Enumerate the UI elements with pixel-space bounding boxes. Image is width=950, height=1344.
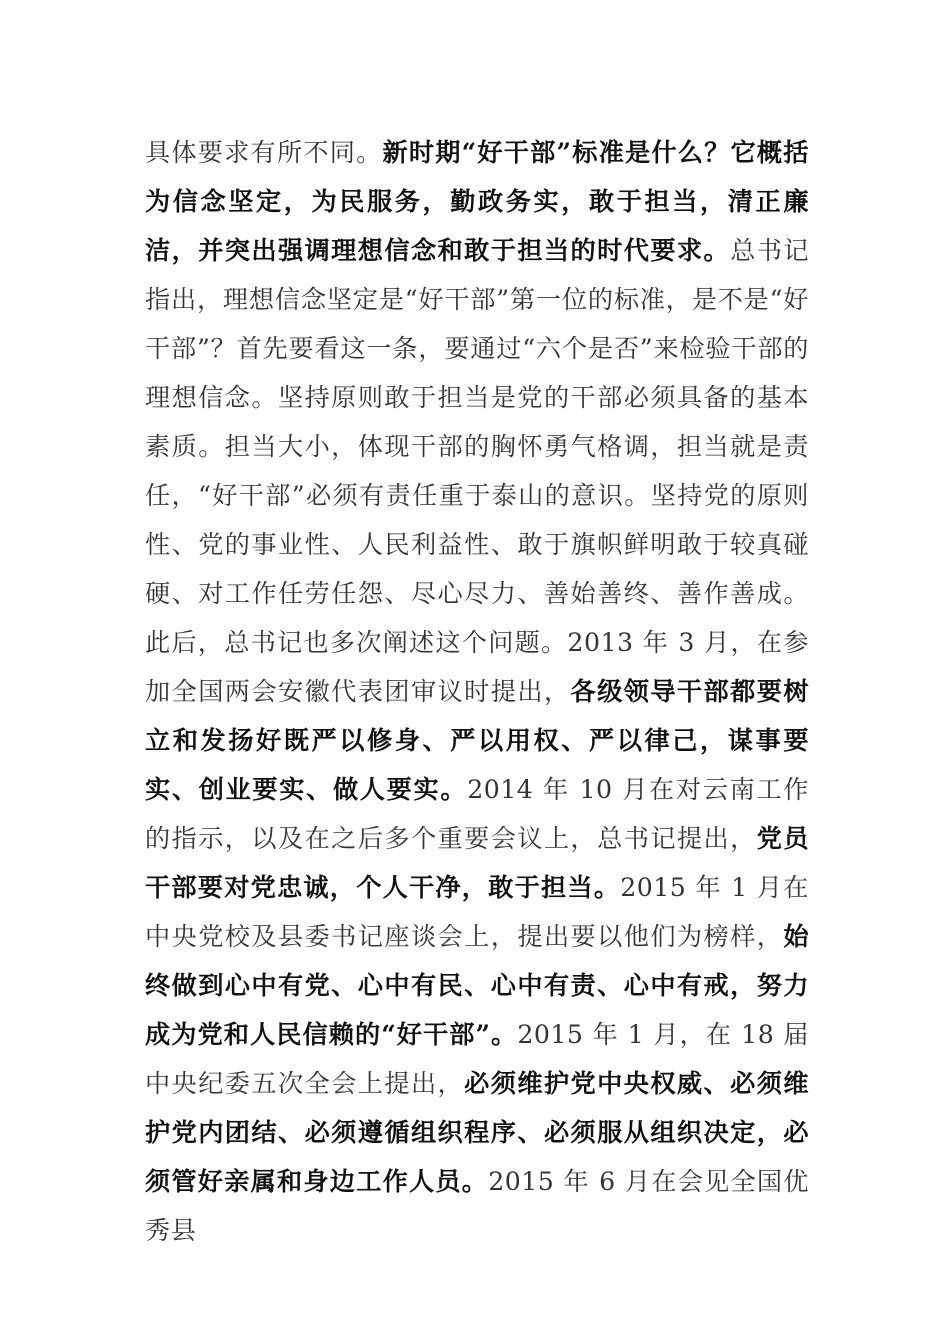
body-paragraph — [145, 128, 809, 1255]
text-segment: 总书记指出，理想信念坚定是“好干部”第一位的标准，是不是“好干部”？首先要看这一条，要通过“六个是否”来检验干部的理想信念。坚持原则敢于担当是党的干部必须具备的基本素质。担当大小，体现干部的胸怀勇气格调，担当就是责任，“好干部”必须有责任重于泰山的意识。坚持党的原则性、党的事业性、人民利益性、敢于旗帜鲜明敢于较真碰硬、对工作任劳任怨、尽心尽力、善始善终、善作善成。此后，总书记也多次阐述这个问题。2013 年 3 月，在参加全国两会安徽代表团审议时提出， — [145, 236, 810, 706]
bold-text-segment: 各级领导干部都要树立和发扬好既严以修身、严以用权、严以律己，谋事要实、创业要实、做人要实。 — [145, 676, 810, 804]
bold-text-segment: 始终做到心中有党、心中有民、心中有责、心中有戒，努力成为党和人民信赖的“好干部”。 — [145, 921, 809, 1049]
text-segment: 2015 年 6 月在会见全国优秀县 — [145, 1167, 809, 1245]
text-segment: 2015 年 1 月在中央党校及县委书记座谈会上，提出要以他们为榜样， — [145, 873, 809, 951]
bold-text-segment: 新时期“好干部”标准是什么？它概括为信念坚定，为民服务，勤政务实，敢于担当，清正廉洁，并突出强调理想信念和敢于担当的时代要求。 — [145, 137, 809, 265]
bold-text-segment: 党员干部要对党忠诚，个人干净，敢于担当。 — [145, 823, 810, 902]
bold-text-segment: 必须维护党中央权威、必须维护党内团结、必须遵循组织程序、必须服从组织决定，必须管好亲属和身边工作人员。 — [145, 1068, 810, 1196]
text-segment: 2014 年 10 月在对云南工作的指示，以及在之后多个重要会议上，总书记提出， — [145, 775, 809, 853]
text-segment: 具体要求有所不同。 — [145, 138, 383, 167]
text-segment: 2015 年 1 月，在 18 届中央纪委五次全会上提出， — [145, 1020, 809, 1098]
